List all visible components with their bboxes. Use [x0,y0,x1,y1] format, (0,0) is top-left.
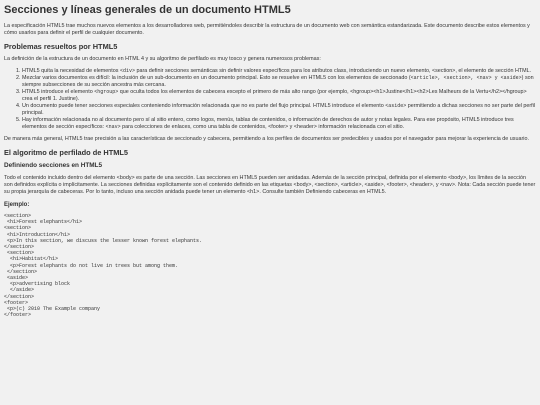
code-inline: <aside> [385,103,407,109]
general-paragraph: De manera más general, HTML5 trae precisión a las características de seccionado y cabecera, permitiendo a los perfiles de documentos ser predecibles y usados por el navegador para mejorar la experiencia de usuario. [4,136,529,142]
code-inline: <div> [120,68,136,74]
example-code-block: <section> <h1>Forest elephants</h1> <section> <h1>Introduction</h1> <p>In this section, we discuss the lesser known forest elephants. </section> <section> <h1>Habitat</h1> <p>Forest elephants do not live in trees but among them. </section> <aside> <p>advertising block </aside> </section> <footer> <p>(c) 2010 The Example company </footer> [4,213,203,319]
problem-item-4: 4. Un documento puede tener secciones especiales conteniendo información relacionada que no es parte del flujo principal. HTML5 introduce el elemento <aside> permitiendo a dichas secciones no ser parte del perfil principal. [22,103,536,117]
problems-heading: Problemas resueltos por HTML5 [4,42,118,51]
page-title: Secciones y líneas generales de un documento HTML5 [4,4,291,16]
intro-paragraph: La especificación HTML5 trae muchos nuevos elementos a los desarrolladores web, permitiéndoles describir la estructura de un documento web con semántica estandarizada. Este documento describe estos elementos y cómo usarlos para definir el perfil de cualquier documento. [4,23,530,36]
algorithm-heading: El algoritmo de perfilado de HTML5 [4,148,129,157]
problem-item-1: 1. HTML5 quita la necesidad de elementos <div> para definir secciones semánticas sin definir valores específicos para los atributos class, introduciendo un nuevo elemento, <section>, el elemento de sección HTML. [22,68,536,75]
problem-item-2: 2. Mezclar varios documentos es difícil: la inclusión de un sub-documento en un documento principal. Esto se resuelve en HTML5 con los elementos de seccionado (<article>, <section>, <nav> y <aside>) son siempre subsecciones de su sección ancestra más cercana. [22,75,536,89]
problem-item-3: 3. HTML5 introduce el elemento <hgroup> que oculta todos los elementos de cabecera excepto el primero de más alto rango (por ejemplo, <hgroup><h1>Justine</h1><h2>Les Malheurs de la Vertu</h2></hgroup> crea el perfil 1. Justine). [22,89,536,103]
problems-intro: La definición de la estructura de un documento en HTML 4 y su algoritmo de perfilado es muy tosco y genera numerosos problemas: [4,56,321,62]
code-inline: <nav> [105,124,121,130]
defining-paragraph: Todo el contenido incluido dentro del elemento <body> es parte de una sección. Las secciones en HTML5 pueden ser anidadas. Además de la sección principal, definida por el elemento <body>, los límites de la sección son definidos explícita o implícitamente. La secciones definidas explícitamente son el contenido definido en las etiquetas <body>, <section>, <article>, <aside>, <footer>, <header>, y <nav>. Nota: Cada sección puede tener su propia jerarquía de cabeceras. Por lo tanto, incluso una sección anidada puede tener un elemento <h1>. Consulte también Definiendo cabeceras en HTML5. [4,175,536,195]
example-heading: Ejemplo: [4,202,30,208]
code-inline: <article>, <section>, <nav> y <aside> [410,75,522,81]
problem-item-5: 5. Hay información relacionada no al documento pero sí al sitio entero, como logos, menús, tablas de contenidos, o información de derechos de autor y notas legales. Para ese propósito, HTML5 introduce tres elementos de sección específicos: <nav> para colecciones de enlaces, como una tabla de contenidos, <footer> y <header> información relacionada con el sitio. [22,117,536,131]
defining-heading: Definiendo secciones en HTML5 [4,162,103,169]
problems-list [4,68,536,131]
code-inline: <hgroup> [94,89,119,95]
